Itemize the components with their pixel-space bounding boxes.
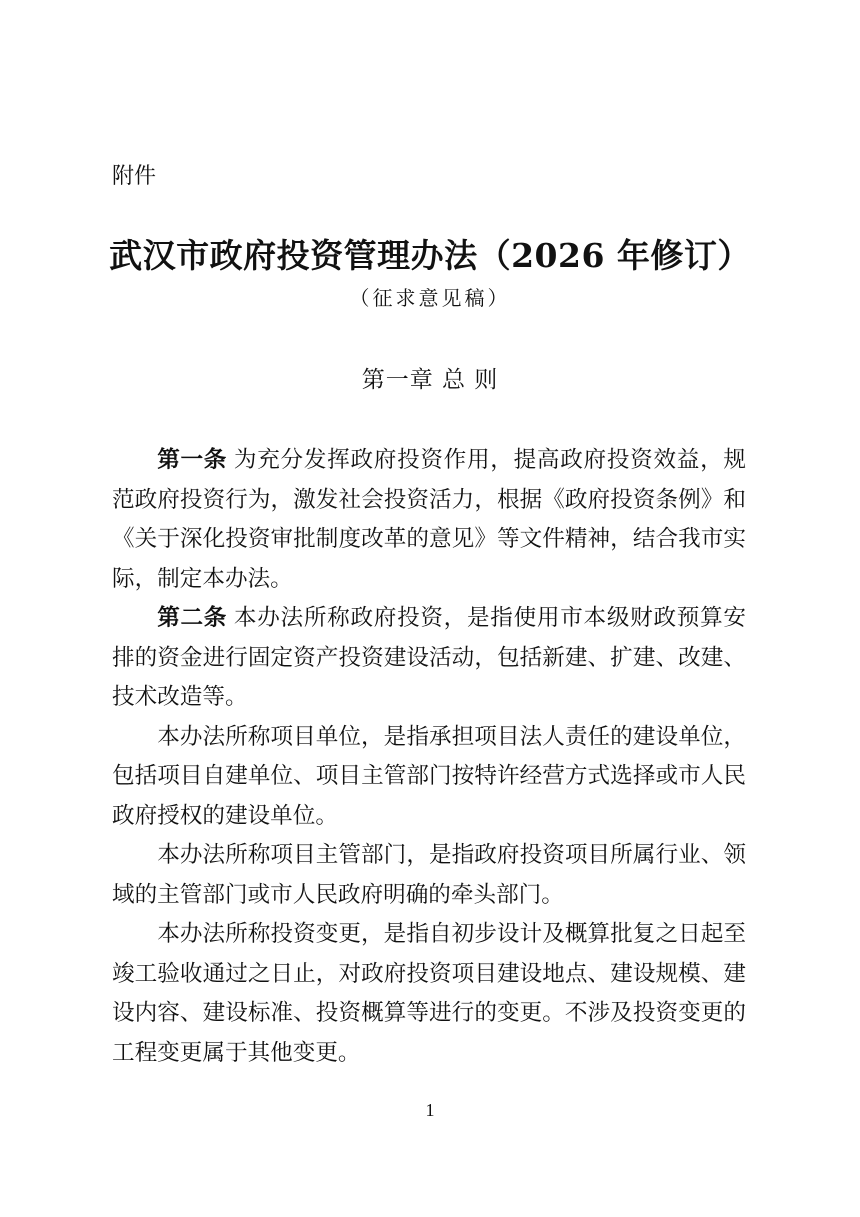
article-label: 第一条 (157, 447, 228, 473)
paragraph: 本办法所称投资变更，是指自初步设计及概算批复之日起至竣工验收通过之日止，对政府投资项目建设地点、建设规模、建设内容、建设标准、投资概算等进行的变更。不涉及投资变更的工程变更属于其他变更。 (112, 921, 746, 1066)
page-number: 1 (425, 1100, 435, 1120)
article-text: 本办法所称政府投资，是指使用市本级财政预算安排的资金进行固定资产投资建设活动，包括新建、扩建、改建、技术改造等。 (112, 605, 747, 710)
article-1 (112, 441, 746, 599)
paragraph: 本办法所称项目单位，是指承担项目法人责任的建设单位，包括项目自建单位、项目主管部门按特许经营方式选择或市人民政府授权的建设单位。 (112, 723, 746, 829)
document-body (112, 441, 746, 1073)
document-subtitle: （征求意见稿） (349, 286, 511, 310)
article-label: 第二条 (157, 605, 228, 631)
document-title: 武汉市政府投资管理办法（2026 年修订） (109, 236, 751, 275)
article-text: 为充分发挥政府投资作用，提高政府投资效益，规范政府投资行为，激发社会投资活力，根据《政府投资条例》和《关于深化投资审批制度改革的意见》等文件精神，结合我市实际，制定本办法。 (112, 447, 747, 592)
paragraph: 本办法所称项目主管部门，是指政府投资项目所属行业、领域的主管部门或市人民政府明确的牵头部门。 (112, 842, 746, 908)
attachment-label: 附件 (112, 164, 157, 189)
chapter-heading: 第一章 总 则 (361, 367, 499, 393)
article-2 (112, 599, 746, 718)
